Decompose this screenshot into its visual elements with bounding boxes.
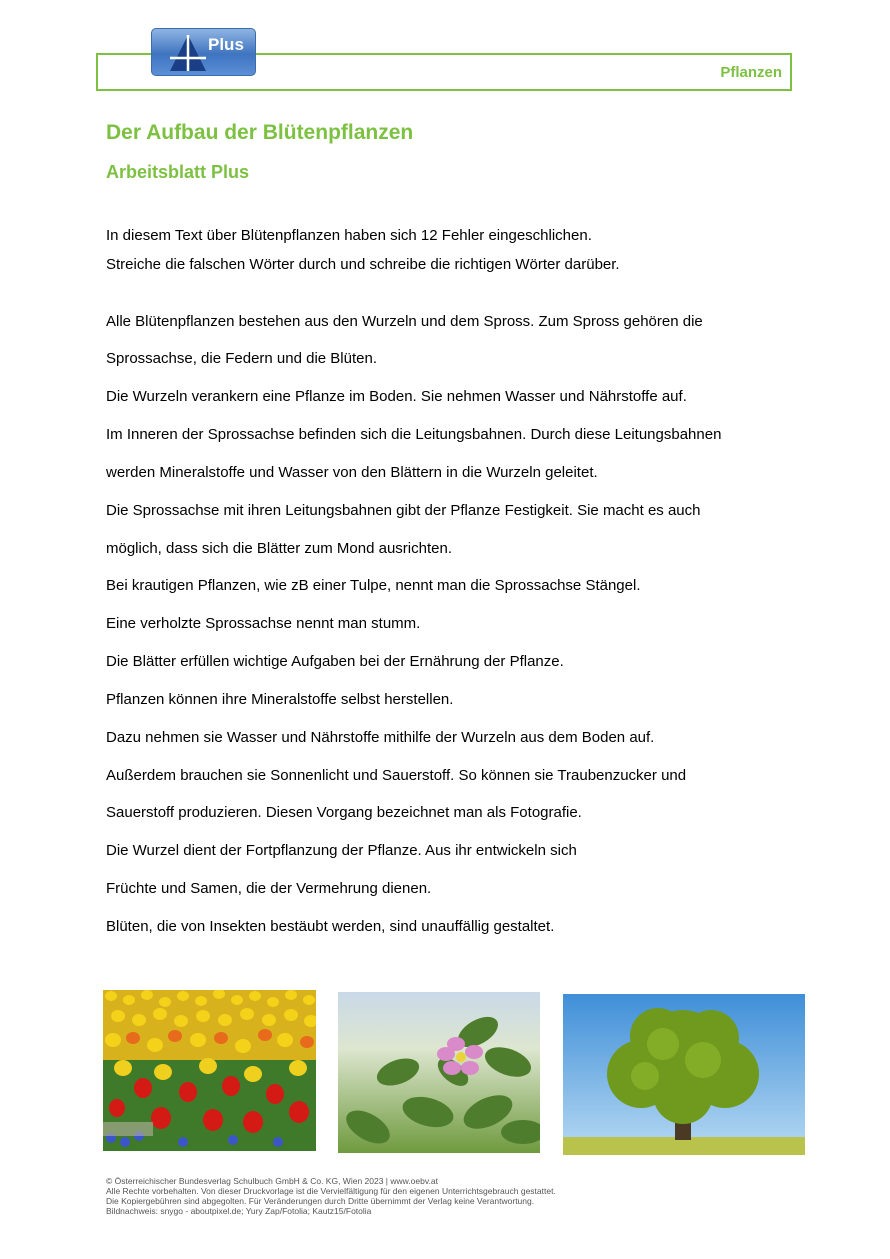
text-line: Die Sprossachse mit ihren Leitungsbahnen gibt der Pflanze Festigkeit. Sie macht es auch bbox=[106, 502, 701, 519]
page-subtitle: Arbeitsblatt Plus bbox=[106, 162, 250, 182]
text-line: Blüten, die von Insekten bestäubt werden, sind unauffällig gestaltet. bbox=[106, 918, 555, 935]
plus-logo bbox=[151, 28, 256, 76]
logo-text: Plus bbox=[208, 35, 244, 54]
tulip-field-photo bbox=[103, 990, 316, 1151]
instruction-line: Streiche die falschen Wörter durch und schreibe die richtigen Wörter darüber. bbox=[106, 256, 620, 273]
text-line: Im Inneren der Sprossachse befinden sich die Leitungsbahnen. Durch diese Leitungsbahnen bbox=[106, 426, 722, 443]
text-line: Außerdem brauchen sie Sonnenlicht und Sauerstoff. So können sie Traubenzucker und bbox=[106, 767, 687, 784]
page-title: Der Aufbau der Blütenpflanzen bbox=[106, 121, 414, 144]
copyright-footer bbox=[106, 1176, 556, 1216]
wild-rose-photo bbox=[338, 992, 540, 1153]
text-line: Die Blätter erfüllen wichtige Aufgaben bei der Ernährung der Pflanze. bbox=[106, 653, 564, 670]
footer-line: Bildnachweis: snygo - aboutpixel.de; Yury Zap/Fotolia; Kautz15/Fotolia bbox=[106, 1206, 372, 1216]
triangle-logo-icon bbox=[168, 33, 208, 73]
text-line: Früchte und Samen, die der Vermehrung dienen. bbox=[106, 880, 432, 897]
footer-line: © Österreichischer Bundesverlag Schulbuch GmbH & Co. KG, Wien 2023 | www.oebv.at bbox=[106, 1176, 438, 1186]
text-line: möglich, dass sich die Blätter zum Mond ausrichten. bbox=[106, 540, 452, 557]
instruction-line: In diesem Text über Blütenpflanzen haben sich 12 Fehler eingeschlichen. bbox=[106, 227, 592, 244]
text-line: Dazu nehmen sie Wasser und Nährstoffe mithilfe der Wurzeln aus dem Boden auf. bbox=[106, 729, 655, 746]
text-line: Pflanzen können ihre Mineralstoffe selbst herstellen. bbox=[106, 691, 454, 708]
section-label: Pflanzen bbox=[720, 64, 782, 81]
footer-line: Alle Rechte vorbehalten. Von dieser Druckvorlage ist die Vervielfältigung für den eigenen Unterrichtsgebrauch gestattet. bbox=[106, 1186, 556, 1196]
text-line: Die Wurzeln verankern eine Pflanze im Boden. Sie nehmen Wasser und Nährstoffe auf. bbox=[106, 388, 687, 405]
text-line: Sprossachse, die Federn und die Blüten. bbox=[106, 350, 378, 367]
text-line: Die Wurzel dient der Fortpflanzung der Pflanze. Aus ihr entwickeln sich bbox=[106, 842, 577, 859]
text-line: Alle Blütenpflanzen bestehen aus den Wurzeln und dem Spross. Zum Spross gehören die bbox=[106, 313, 703, 330]
tree-photo bbox=[563, 994, 805, 1155]
footer-line: Die Kopiergebühren sind abgegolten. Für Veränderungen durch Dritte übernimmt der Verlag keine Verantwortung. bbox=[106, 1196, 535, 1206]
text-line: Sauerstoff produzieren. Diesen Vorgang bezeichnet man als Fotografie. bbox=[106, 804, 582, 821]
text-line: Bei krautigen Pflanzen, wie zB einer Tulpe, nennt man die Sprossachse Stängel. bbox=[106, 577, 641, 594]
text-line: Eine verholzte Sprossachse nennt man stumm. bbox=[106, 615, 421, 632]
text-line: werden Mineralstoffe und Wasser von den Blättern in die Wurzeln geleitet. bbox=[106, 464, 598, 481]
